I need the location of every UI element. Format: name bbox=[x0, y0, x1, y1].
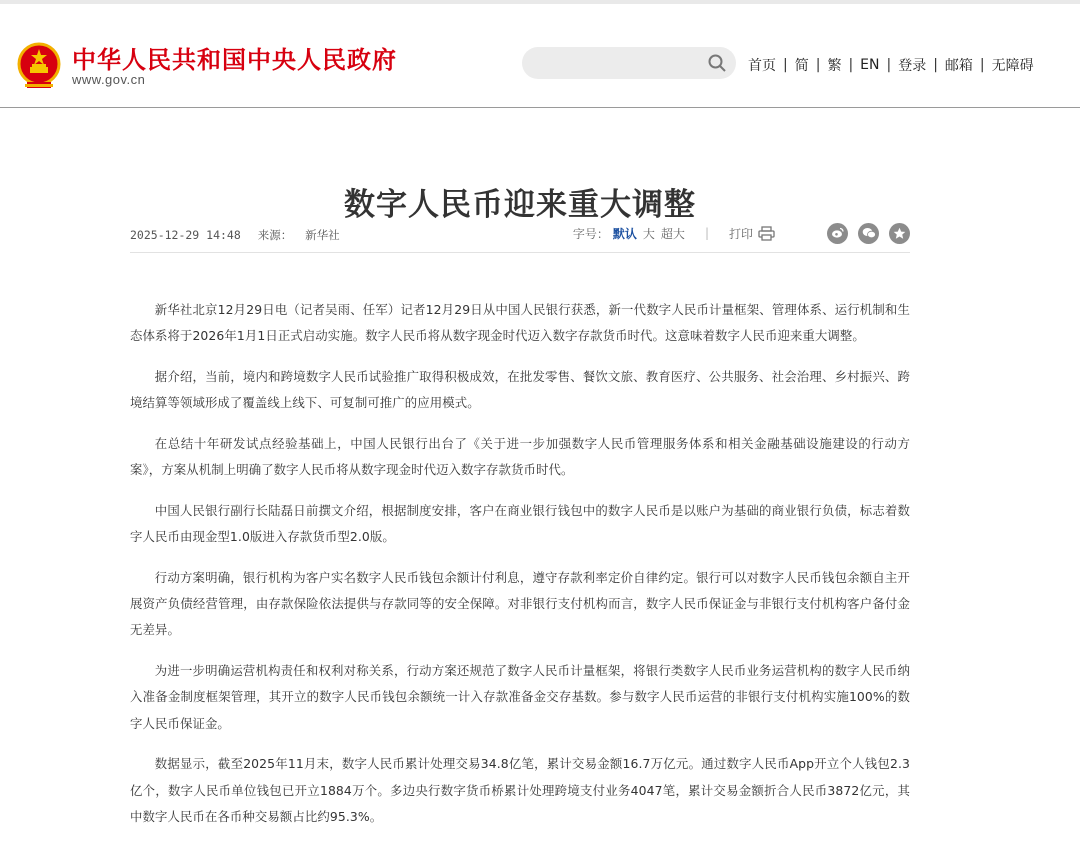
publish-datetime: 2025-12-29 14:48 bbox=[130, 228, 241, 242]
article-meta-info bbox=[130, 227, 350, 243]
nav-login[interactable]: 登录 bbox=[898, 58, 927, 74]
article-paragraph: 数据显示，截至2025年11月末，数字人民币累计处理交易34.8亿笔，累计交易金额16.7万亿元。通过数字人民币App开立个人钱包2.3亿个，数字人民币单位钱包已开立1884万个。多边央行数字货币桥累计处理跨境支付业务4047笔，累计交易金额折合人民币3872亿元，其中数字人民币在各币种交易额占比约95.3%。 bbox=[130, 756, 910, 824]
nav-english[interactable]: EN bbox=[860, 57, 880, 73]
nav-mail[interactable]: 邮箱 bbox=[944, 58, 973, 74]
print-label: 打印 bbox=[728, 226, 753, 241]
favorite-icon[interactable] bbox=[889, 223, 910, 244]
top-nav bbox=[748, 55, 1034, 75]
nav-traditional[interactable]: 繁 bbox=[827, 58, 842, 74]
nav-separator: | bbox=[848, 57, 854, 73]
search-box bbox=[522, 47, 736, 79]
article-paragraph: 中国人民银行副行长陆磊日前撰文介绍，根据制度安排，客户在商业银行钱包中的数字人民币是以账户为基础的商业银行负债，标志着数字人民币由现金型1.0版进入存款货币型2.0版。 bbox=[130, 503, 910, 545]
nav-separator: | bbox=[886, 57, 892, 73]
article-meta bbox=[130, 222, 910, 253]
nav-separator: | bbox=[933, 57, 938, 73]
printer-icon bbox=[758, 226, 775, 241]
site-logo-url[interactable]: www.gov.cn bbox=[72, 72, 146, 87]
article-paragraph: 为进一步明确运营机构责任和权利对称关系，行动方案还规范了数字人民币计量框架，将银行类数字人民币业务运营机构的数字人民币纳入准备金制度框架管理，其开立的数字人民币钱包余额统一计入存款准备金交存基数。参与数字人民币运营的非银行支付机构实施100%的数字人民币保证金。 bbox=[130, 663, 910, 731]
national-emblem-icon[interactable] bbox=[17, 42, 61, 90]
source-label: 来源： bbox=[257, 228, 293, 242]
wechat-icon[interactable] bbox=[858, 223, 879, 244]
article-paragraph: 新华社北京12月29日电（记者吴雨、任军）记者12月29日从中国人民银行获悉，新一代数字人民币计量框架、管理体系、运行机制和生态体系将于2026年1月1日正式启动实施。数字人民币将从数字现金时代迈入数字存款货币时代。这意味着数字人民币迎来重大调整。 bbox=[130, 302, 910, 344]
nav-separator: | bbox=[815, 57, 821, 73]
nav-home[interactable]: 首页 bbox=[748, 58, 776, 74]
article-paragraph: 据介绍，当前，境内和跨境数字人民币试验推广取得积极成效，在批发零售、餐饮文旅、教育医疗、公共服务、社会治理、乡村振兴、跨境结算等领域形成了覆盖线上线下、可复制可推广的应用模式。 bbox=[130, 369, 910, 411]
site-logo-title[interactable]: 中华人民共和国中央人民政府 bbox=[72, 46, 397, 74]
search-icon[interactable] bbox=[708, 54, 726, 72]
article-paragraph: 行动方案明确，银行机构为客户实名数字人民币钱包余额计付利息，遵守存款利率定价自律约定。银行可以对数字人民币钱包余额自主开展资产负债经营管理，由存款保险依法提供与存款同等的安全保障。对非银行支付机构而言，数字人民币保证金与非银行支付机构客户备付金无差异。 bbox=[130, 570, 910, 638]
search-input[interactable] bbox=[536, 51, 700, 75]
source-name: 新华社 bbox=[305, 228, 340, 242]
nav-accessibility[interactable]: 无障碍 bbox=[991, 58, 1034, 74]
tools-divider: | bbox=[704, 226, 709, 240]
font-size-xlarge[interactable]: 超大 bbox=[660, 226, 685, 241]
font-size-default[interactable]: 默认 bbox=[612, 226, 637, 241]
nav-separator: | bbox=[783, 57, 788, 73]
article-tools bbox=[573, 222, 910, 244]
nav-simplified[interactable]: 简 bbox=[794, 58, 809, 74]
nav-separator: | bbox=[979, 57, 985, 73]
site-header bbox=[0, 4, 1080, 108]
article-body bbox=[130, 297, 910, 845]
weibo-icon[interactable] bbox=[827, 223, 848, 244]
font-size-large[interactable]: 大 bbox=[642, 226, 655, 241]
font-size-label: 字号： bbox=[572, 226, 609, 241]
article-paragraph: 在总结十年研发试点经验基础上，中国人民银行出台了《关于进一步加强数字人民币管理服务体系和相关金融基础设施建设的行动方案》，方案从机制上明确了数字人民币将从数字现金时代迈入数字存款货币时代。 bbox=[130, 436, 910, 478]
print-button[interactable] bbox=[729, 225, 775, 242]
article-title: 数字人民币迎来重大调整 bbox=[344, 186, 696, 223]
